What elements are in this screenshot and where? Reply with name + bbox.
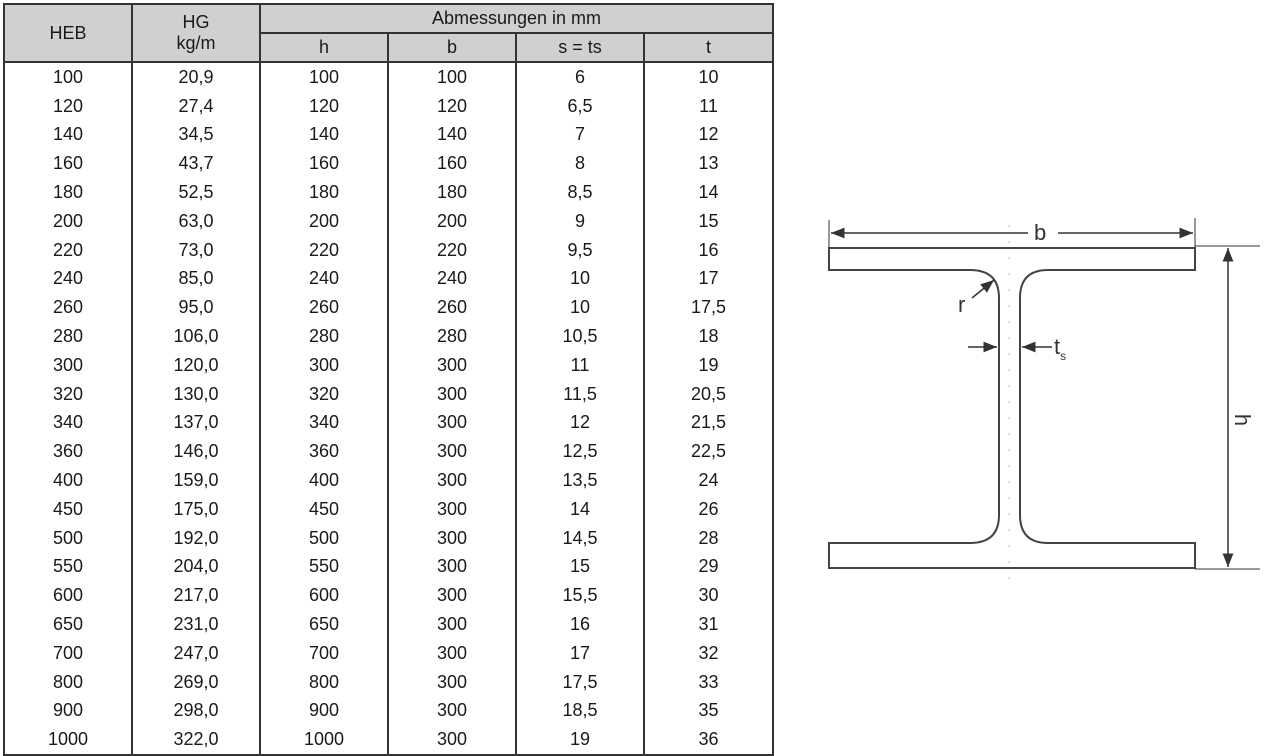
table-row <box>4 409 773 438</box>
table-row <box>4 437 773 466</box>
table-row <box>4 265 773 294</box>
cell-t: 15 <box>644 207 773 236</box>
label-r: r <box>958 292 966 317</box>
cell-t: 36 <box>644 725 773 755</box>
cell-h: 550 <box>260 553 388 582</box>
cell-t: 22,5 <box>644 437 773 466</box>
cell-b: 300 <box>388 524 516 553</box>
table-row <box>4 92 773 121</box>
label-ts <box>1054 334 1066 363</box>
label-s-subscript: s <box>1060 349 1067 363</box>
cell-hg: 137,0 <box>132 409 260 438</box>
cell-s: 18,5 <box>516 697 644 726</box>
cell-b: 160 <box>388 149 516 178</box>
cell-b: 300 <box>388 668 516 697</box>
cell-t: 12 <box>644 121 773 150</box>
cell-heb: 1000 <box>4 725 132 755</box>
cell-s: 8 <box>516 149 644 178</box>
cell-heb: 500 <box>4 524 132 553</box>
cell-t: 30 <box>644 581 773 610</box>
cell-heb: 360 <box>4 437 132 466</box>
cell-h: 260 <box>260 293 388 322</box>
cell-heb: 450 <box>4 495 132 524</box>
cell-t: 20,5 <box>644 380 773 409</box>
cell-b: 260 <box>388 293 516 322</box>
cell-heb: 400 <box>4 466 132 495</box>
table-row <box>4 495 773 524</box>
cell-hg: 269,0 <box>132 668 260 697</box>
cell-s: 12 <box>516 409 644 438</box>
cell-h: 340 <box>260 409 388 438</box>
cell-b: 300 <box>388 553 516 582</box>
cell-s: 8,5 <box>516 178 644 207</box>
cell-heb: 900 <box>4 697 132 726</box>
cell-t: 18 <box>644 322 773 351</box>
cell-heb: 340 <box>4 409 132 438</box>
table-row <box>4 380 773 409</box>
cell-s: 11,5 <box>516 380 644 409</box>
cell-heb: 650 <box>4 610 132 639</box>
cell-h: 360 <box>260 437 388 466</box>
cell-s: 13,5 <box>516 466 644 495</box>
cell-hg: 52,5 <box>132 178 260 207</box>
cell-t: 29 <box>644 553 773 582</box>
cell-hg: 43,7 <box>132 149 260 178</box>
cell-b: 300 <box>388 351 516 380</box>
table-row <box>4 293 773 322</box>
cell-b: 300 <box>388 495 516 524</box>
table-row <box>4 351 773 380</box>
cell-h: 1000 <box>260 725 388 755</box>
cell-h: 240 <box>260 265 388 294</box>
header-hg: HG <box>132 4 260 33</box>
cell-heb: 600 <box>4 581 132 610</box>
cell-s: 7 <box>516 121 644 150</box>
cell-s: 10 <box>516 293 644 322</box>
table-row <box>4 524 773 553</box>
cell-heb: 550 <box>4 553 132 582</box>
cell-s: 17 <box>516 639 644 668</box>
cell-t: 32 <box>644 639 773 668</box>
cell-s: 17,5 <box>516 668 644 697</box>
cell-s: 12,5 <box>516 437 644 466</box>
cell-s: 11 <box>516 351 644 380</box>
cell-s: 10,5 <box>516 322 644 351</box>
cell-s: 14,5 <box>516 524 644 553</box>
cell-hg: 63,0 <box>132 207 260 236</box>
cell-b: 220 <box>388 236 516 265</box>
cell-b: 300 <box>388 697 516 726</box>
header-h: h <box>260 33 388 62</box>
table-row <box>4 322 773 351</box>
cell-hg: 322,0 <box>132 725 260 755</box>
cell-h: 400 <box>260 466 388 495</box>
cell-h: 700 <box>260 639 388 668</box>
cell-heb: 220 <box>4 236 132 265</box>
heb-profile-table <box>3 3 774 756</box>
table-row <box>4 121 773 150</box>
cell-heb: 100 <box>4 62 132 92</box>
cell-s: 9,5 <box>516 236 644 265</box>
cell-hg: 231,0 <box>132 610 260 639</box>
label-t: t <box>1054 334 1061 359</box>
cell-h: 140 <box>260 121 388 150</box>
cell-t: 33 <box>644 668 773 697</box>
cell-t: 11 <box>644 92 773 121</box>
cell-h: 100 <box>260 62 388 92</box>
cell-b: 300 <box>388 725 516 755</box>
table-row <box>4 639 773 668</box>
cell-heb: 240 <box>4 265 132 294</box>
cell-hg: 106,0 <box>132 322 260 351</box>
cell-s: 6 <box>516 62 644 92</box>
table-row <box>4 581 773 610</box>
cell-hg: 85,0 <box>132 265 260 294</box>
cell-h: 900 <box>260 697 388 726</box>
cell-heb: 300 <box>4 351 132 380</box>
cell-heb: 180 <box>4 178 132 207</box>
cell-h: 120 <box>260 92 388 121</box>
cell-hg: 298,0 <box>132 697 260 726</box>
cell-h: 300 <box>260 351 388 380</box>
table-row <box>4 62 773 92</box>
cell-heb: 140 <box>4 121 132 150</box>
cell-h: 500 <box>260 524 388 553</box>
cell-t: 31 <box>644 610 773 639</box>
cell-s: 14 <box>516 495 644 524</box>
cell-heb: 120 <box>4 92 132 121</box>
cell-hg: 175,0 <box>132 495 260 524</box>
cell-s: 16 <box>516 610 644 639</box>
header-heb: HEB <box>4 4 132 62</box>
cell-t: 16 <box>644 236 773 265</box>
cell-hg: 95,0 <box>132 293 260 322</box>
cell-b: 240 <box>388 265 516 294</box>
cell-b: 300 <box>388 639 516 668</box>
cell-h: 650 <box>260 610 388 639</box>
cell-hg: 247,0 <box>132 639 260 668</box>
cell-b: 300 <box>388 610 516 639</box>
table-row <box>4 236 773 265</box>
table-body <box>4 62 773 755</box>
cell-s: 19 <box>516 725 644 755</box>
header-dimensions-group: Abmessungen in mm <box>260 4 773 33</box>
cell-h: 160 <box>260 149 388 178</box>
cell-heb: 800 <box>4 668 132 697</box>
cell-b: 300 <box>388 581 516 610</box>
cell-hg: 204,0 <box>132 553 260 582</box>
cell-b: 120 <box>388 92 516 121</box>
cell-t: 28 <box>644 524 773 553</box>
cell-hg: 130,0 <box>132 380 260 409</box>
label-b: b <box>1034 220 1047 245</box>
cell-t: 10 <box>644 62 773 92</box>
cell-hg: 192,0 <box>132 524 260 553</box>
cell-t: 19 <box>644 351 773 380</box>
cell-hg: 20,9 <box>132 62 260 92</box>
cell-s: 15 <box>516 553 644 582</box>
cell-t: 26 <box>644 495 773 524</box>
cell-hg: 73,0 <box>132 236 260 265</box>
table-row <box>4 466 773 495</box>
table-row <box>4 725 773 755</box>
cell-h: 200 <box>260 207 388 236</box>
table-row <box>4 668 773 697</box>
header-hg-unit: kg/m <box>132 33 260 62</box>
cell-h: 320 <box>260 380 388 409</box>
cell-b: 140 <box>388 121 516 150</box>
cell-s: 6,5 <box>516 92 644 121</box>
cell-t: 24 <box>644 466 773 495</box>
table-row <box>4 610 773 639</box>
cell-heb: 280 <box>4 322 132 351</box>
cell-b: 300 <box>388 380 516 409</box>
cell-t: 17,5 <box>644 293 773 322</box>
cell-t: 35 <box>644 697 773 726</box>
cell-heb: 320 <box>4 380 132 409</box>
radius-r-arrow <box>972 280 994 298</box>
ibeam-outline <box>829 248 1195 568</box>
cell-hg: 120,0 <box>132 351 260 380</box>
cell-t: 21,5 <box>644 409 773 438</box>
cell-b: 300 <box>388 466 516 495</box>
cell-t: 17 <box>644 265 773 294</box>
cell-b: 200 <box>388 207 516 236</box>
cell-heb: 700 <box>4 639 132 668</box>
header-b: b <box>388 33 516 62</box>
cell-heb: 260 <box>4 293 132 322</box>
cell-b: 100 <box>388 62 516 92</box>
label-h: h <box>1230 413 1255 427</box>
cell-h: 280 <box>260 322 388 351</box>
header-s: s = ts <box>516 33 644 62</box>
cell-b: 300 <box>388 437 516 466</box>
cell-hg: 27,4 <box>132 92 260 121</box>
cell-s: 9 <box>516 207 644 236</box>
table-row <box>4 149 773 178</box>
table-row <box>4 178 773 207</box>
header-t: t <box>644 33 773 62</box>
cell-h: 600 <box>260 581 388 610</box>
cell-hg: 34,5 <box>132 121 260 150</box>
table-row <box>4 207 773 236</box>
table-row <box>4 553 773 582</box>
cell-s: 10 <box>516 265 644 294</box>
cell-hg: 159,0 <box>132 466 260 495</box>
heb-cross-section-diagram <box>800 200 1270 600</box>
cell-b: 180 <box>388 178 516 207</box>
cell-t: 14 <box>644 178 773 207</box>
cell-h: 180 <box>260 178 388 207</box>
cell-h: 450 <box>260 495 388 524</box>
cell-t: 13 <box>644 149 773 178</box>
cell-b: 300 <box>388 409 516 438</box>
cell-h: 800 <box>260 668 388 697</box>
cell-s: 15,5 <box>516 581 644 610</box>
cell-heb: 200 <box>4 207 132 236</box>
cell-heb: 160 <box>4 149 132 178</box>
cell-b: 280 <box>388 322 516 351</box>
cell-hg: 146,0 <box>132 437 260 466</box>
table-row <box>4 697 773 726</box>
cell-h: 220 <box>260 236 388 265</box>
cell-hg: 217,0 <box>132 581 260 610</box>
